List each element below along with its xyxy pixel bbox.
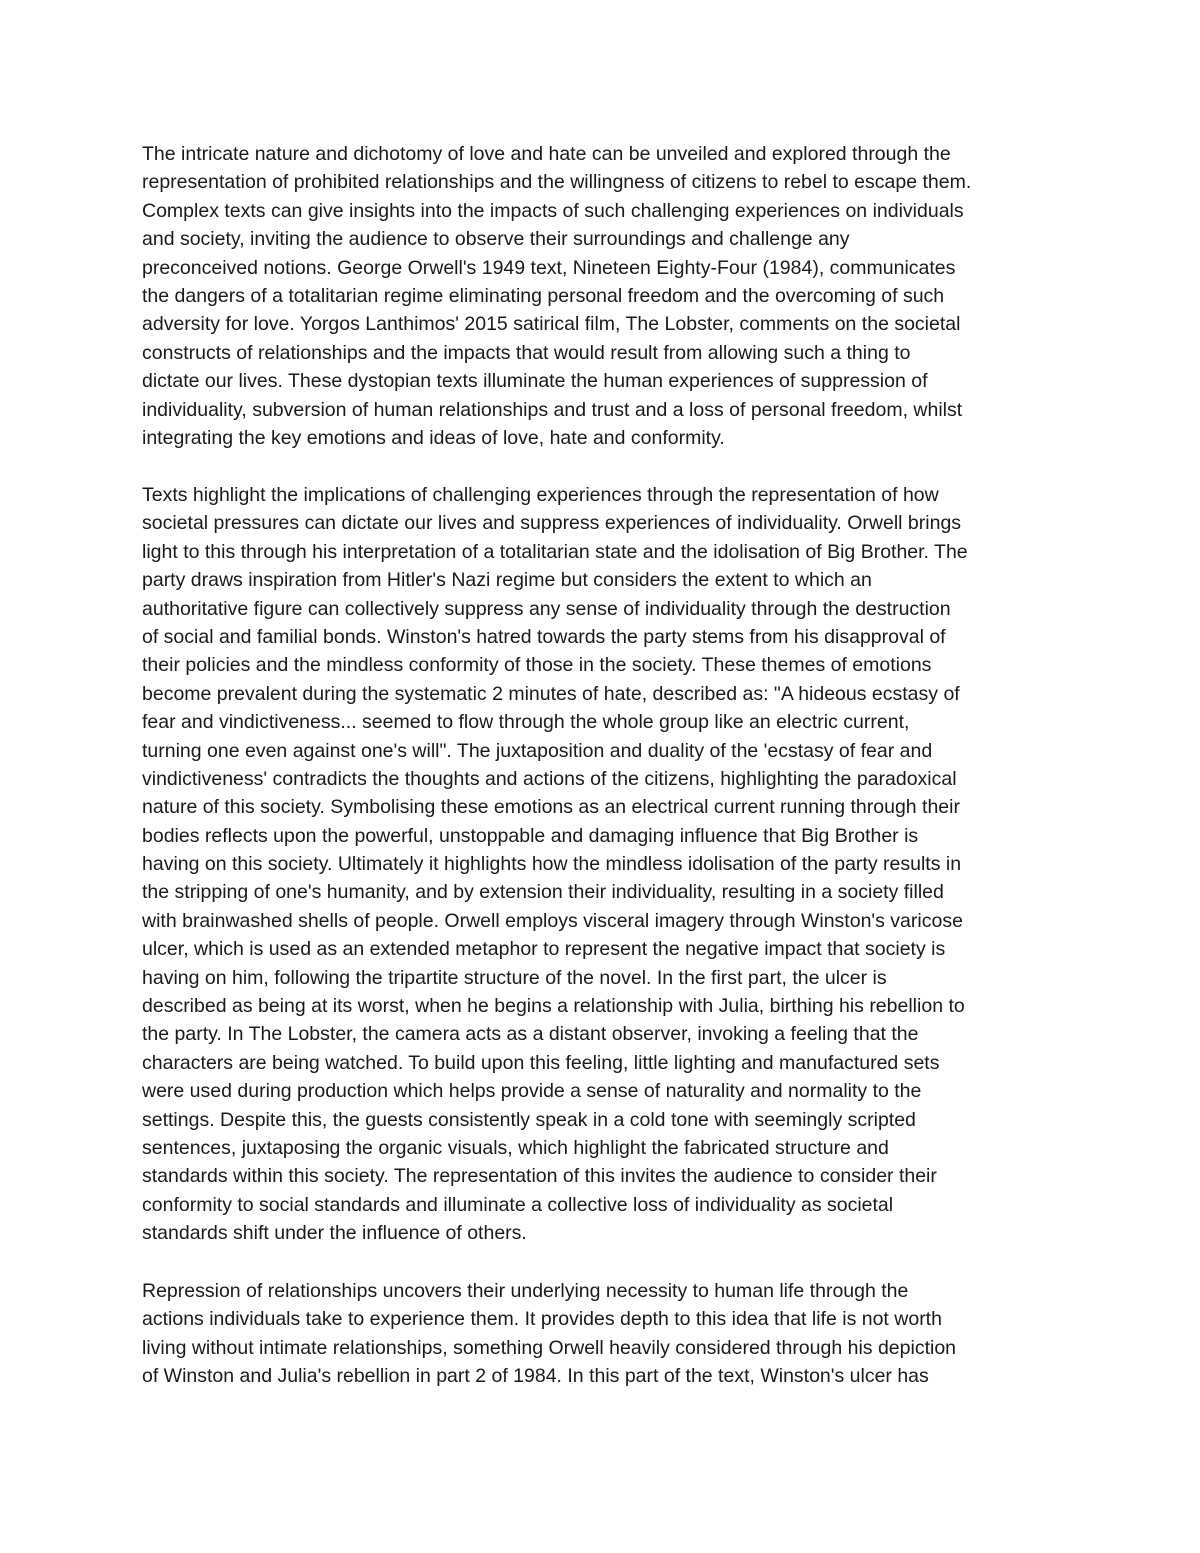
- text-line: vindictiveness' contradicts the thoughts and actions of the citizens, highlighting the paradoxical: [142, 767, 957, 790]
- text-line: party draws inspiration from Hitler's Nazi regime but considers the extent to which an: [142, 569, 872, 592]
- text-line: societal pressures can dictate our lives and suppress experiences of individuality. Orwell brings: [142, 512, 962, 535]
- text-line: described as being at its worst, when he begins a relationship with Julia, birthing his rebellion to: [142, 995, 965, 1018]
- text-line: having on him, following the tripartite structure of the novel. In the first part, the ulcer is: [142, 966, 887, 989]
- text-line: with brainwashed shells of people. Orwell employs visceral imagery through Winston's varicose: [142, 909, 963, 932]
- text-line: standards shift under the influence of others.: [142, 1222, 527, 1245]
- text-line: and society, inviting the audience to observe their surroundings and challenge any: [142, 228, 850, 251]
- text-line: ulcer, which is used as an extended metaphor to represent the negative impact that society is: [142, 938, 946, 961]
- text-line: The intricate nature and dichotomy of love and hate can be unveiled and explored through the: [142, 143, 951, 165]
- text-line: of Winston and Julia's rebellion in part 2 of 1984. In this part of the text, Winston's ulcer has: [142, 1365, 929, 1388]
- text-line: settings. Despite this, the guests consistently speak in a cold tone with seemingly scripted: [142, 1108, 916, 1131]
- text-line: living without intimate relationships, something Orwell heavily considered through his depiction: [142, 1336, 957, 1359]
- text-line: standards within this society. The representation of this invites the audience to consider their: [142, 1165, 937, 1188]
- text-line: Texts highlight the implications of challenging experiences through the representation of how: [142, 484, 939, 506]
- text-line: integrating the key emotions and ideas of love, hate and conformity.: [142, 426, 725, 449]
- text-line: Complex texts can give insights into the impacts of such challenging experiences on individuals: [142, 199, 964, 222]
- text-line: representation of prohibited relationships and the willingness of citizens to rebel to escape them.: [142, 171, 972, 194]
- text-line: the stripping of one's humanity, and by extension their individuality, resulting in a society filled: [142, 881, 944, 904]
- text-line: fear and vindictiveness... seemed to flow through the whole group like an electric current,: [142, 711, 910, 734]
- text-line: turning one even against one's will". The juxtaposition and duality of the 'ecstasy of fear and: [142, 739, 933, 762]
- text-line: characters are being watched. To build upon this feeling, little lighting and manufactured sets: [142, 1051, 940, 1074]
- text-line: bodies reflects upon the powerful, unstoppable and damaging influence that Big Brother is: [142, 824, 919, 847]
- text-line: nature of this society. Symbolising these emotions as an electrical current running through their: [142, 796, 960, 819]
- text-line: their policies and the mindless conformity of those in the society. These themes of emotions: [142, 654, 932, 677]
- text-line: preconceived notions. George Orwell's 1949 text, Nineteen Eighty-Four (1984), communicates: [142, 256, 956, 279]
- paragraph-introduction: [142, 140, 1102, 452]
- text-line: sentences, juxtaposing the organic visuals, which highlight the fabricated structure and: [142, 1136, 889, 1159]
- text-line: of social and familial bonds. Winston's hatred towards the party stems from his disapproval of: [142, 625, 946, 648]
- text-line: the party. In The Lobster, the camera acts as a distant observer, invoking a feeling that the: [142, 1023, 919, 1046]
- text-line: dictate our lives. These dystopian texts illuminate the human experiences of suppression of: [142, 370, 928, 393]
- text-line: constructs of relationships and the impacts that would result from allowing such a thing to: [142, 341, 911, 364]
- text-line: were used during production which helps provide a sense of naturality and normality to the: [142, 1080, 922, 1103]
- text-line: actions individuals take to experience them. It provides depth to this idea that life is not worth: [142, 1308, 942, 1331]
- text-line: conformity to social standards and illuminate a collective loss of individuality as societal: [142, 1193, 894, 1216]
- paragraph-body-relationships: [142, 1277, 1102, 1391]
- text-line: authoritative figure can collectively suppress any sense of individuality through the destruction: [142, 597, 951, 620]
- text-line: light to this through his interpretation of a totalitarian state and the idolisation of Big Brother. The: [142, 540, 968, 563]
- text-line: the dangers of a totalitarian regime eliminating personal freedom and the overcoming of such: [142, 284, 945, 307]
- text-line: individuality, subversion of human relationships and trust and a loss of personal freedom, whilst: [142, 398, 963, 421]
- text-line: Repression of relationships uncovers their underlying necessity to human life through the: [142, 1280, 909, 1302]
- text-line: having on this society. Ultimately it highlights how the mindless idolisation of the party results in: [142, 853, 962, 876]
- text-line: become prevalent during the systematic 2 minutes of hate, described as: "A hideous ecstasy of: [142, 682, 960, 705]
- paragraph-body-individuality: [142, 481, 1102, 1248]
- text-line: adversity for love. Yorgos Lanthimos' 2015 satirical film, The Lobster, comments on the societal: [142, 313, 961, 336]
